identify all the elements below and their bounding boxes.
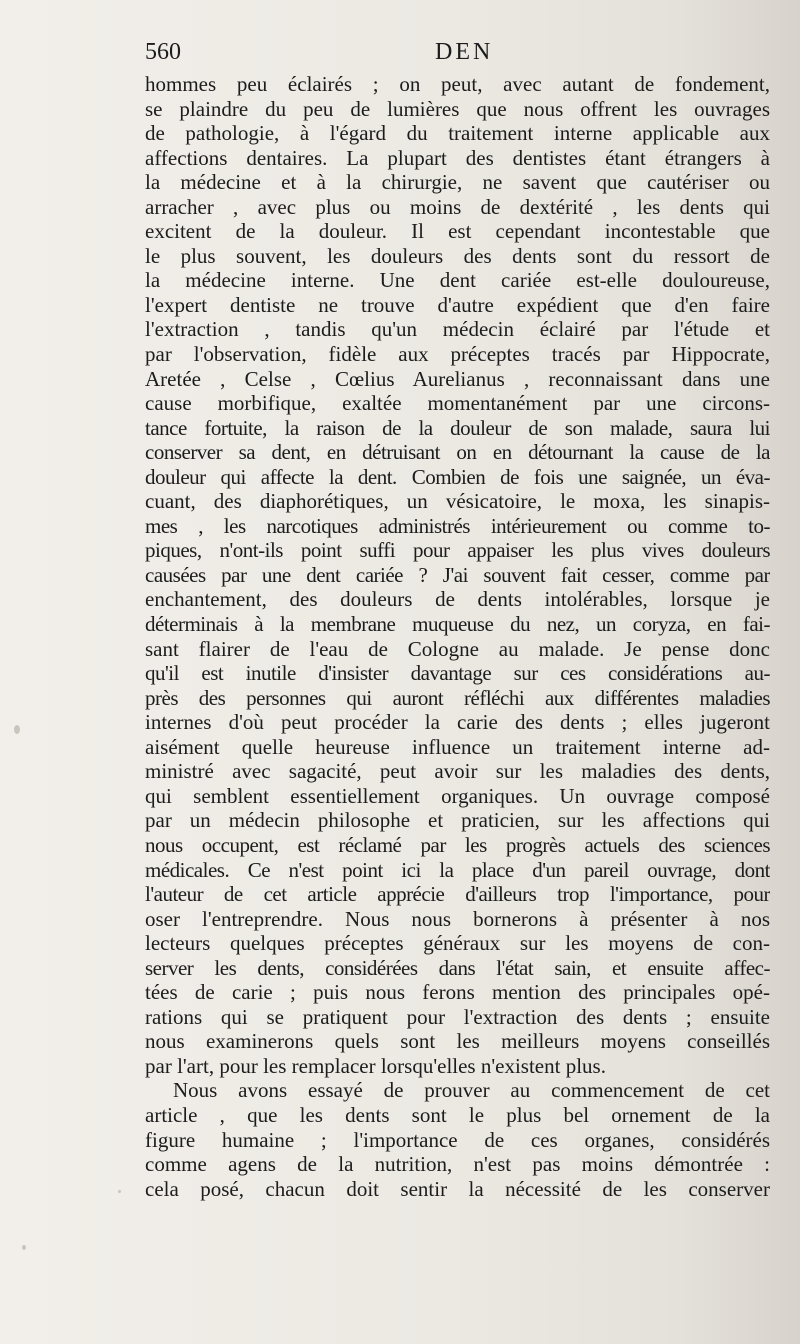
running-head: DEN (435, 39, 494, 65)
text-line: sant flairer de l'eau de Cologne au malade. Je pense donc (145, 636, 770, 661)
text-line: par l'art, pour les remplacer lorsqu'elles n'existent plus. (145, 1053, 606, 1078)
text-line: cause morbifique, exaltée momentanément par une circons- (145, 391, 770, 416)
text-line: cela posé, chacun doit sentir la nécessité de les conserver (145, 1176, 770, 1201)
text-line: qui semblent essentiellement organiques. Un ouvrage composé (145, 783, 770, 808)
text-line: oser l'entreprendre. Nous nous bornerons à présenter à nos (145, 906, 770, 931)
text-line: piques, n'ont-ils point suffi pour appaiser les plus vives douleurs (145, 538, 770, 563)
paper-spot (14, 725, 20, 734)
text-line: déterminais à la membrane muqueuse du nez, un coryza, en fai- (145, 612, 770, 637)
text-line: la médecine et à la chirurgie, ne savent que cautériser ou (145, 170, 770, 195)
text-line: Nous avons essayé de prouver au commencement de cet (173, 1078, 770, 1103)
body-text (145, 72, 770, 1201)
text-line: l'auteur de cet article apprécie d'ailleurs trop l'importance, pour (145, 882, 770, 907)
text-line: enchantement, des douleurs de dents intolérables, lorsque je (145, 587, 770, 612)
page-header (145, 38, 770, 68)
text-line: causées par une dent cariée ? J'ai souvent fait cesser, comme par (145, 562, 770, 587)
text-line: le plus souvent, les douleurs des dents sont du ressort de (145, 243, 770, 268)
text-line: nous examinerons quels sont les meilleurs moyens conseillés (145, 1029, 770, 1054)
text-line: lecteurs quelques préceptes généraux sur les moyens de con- (145, 931, 770, 956)
text-line: se plaindre du peu de lumières que nous offrent les ouvrages (145, 96, 770, 121)
text-line: ministré avec sagacité, peut avoir sur les maladies des dents, (145, 759, 770, 784)
paper-spot (118, 1190, 121, 1193)
text-line: conserver sa dent, en détruisant on en détournant la cause de la (145, 440, 770, 465)
text-line: médicales. Ce n'est point ici la place d'un pareil ouvrage, dont (145, 857, 770, 882)
text-line: par un médecin philosophe et praticien, sur les affections qui (145, 808, 770, 833)
text-line: cuant, des diaphorétiques, un vésicatoire, le moxa, les sinapis- (145, 489, 770, 514)
text-line: comme agens de la nutrition, n'est pas moins démontrée : (145, 1152, 770, 1177)
text-line: près des personnes qui auront réfléchi aux différentes maladies (145, 685, 770, 710)
text-line: nous occupent, est réclamé par les progrès actuels des sciences (145, 832, 770, 857)
text-line: tées de carie ; puis nous ferons mention des principales opé- (145, 980, 770, 1005)
text-line: figure humaine ; l'importance de ces organes, considérés (145, 1127, 770, 1152)
text-line: excitent de la douleur. Il est cependant incontestable que (145, 219, 770, 244)
text-line: rations qui se pratiquent pour l'extraction des dents ; ensuite (145, 1004, 770, 1029)
text-line: douleur qui affecte la dent. Combien de fois une saignée, un éva- (145, 464, 770, 489)
paper-spot (22, 1245, 26, 1250)
text-line: aisément quelle heureuse influence un traitement interne ad- (145, 734, 770, 759)
text-line: mes , les narcotiques administrés intérieurement ou comme to- (145, 513, 770, 538)
text-line: la médecine interne. Une dent cariée est-elle douloureuse, (145, 268, 770, 293)
page-number: 560 (145, 39, 181, 65)
text-line: affections dentaires. La plupart des dentistes étant étrangers à (145, 145, 770, 170)
text-line: par l'observation, fidèle aux préceptes tracés par Hippocrate, (145, 342, 770, 367)
text-line: article , que les dents sont le plus bel ornement de la (145, 1102, 770, 1127)
text-line: qu'il est inutile d'insister davantage sur ces considérations au- (145, 661, 770, 686)
text-line: tance fortuite, la raison de la douleur de son malade, saura lui (145, 415, 770, 440)
text-line: internes d'où peut procéder la carie des dents ; elles jugeront (145, 710, 770, 735)
text-line: server les dents, considérées dans l'état sain, et ensuite affec- (145, 955, 770, 980)
text-line: arracher , avec plus ou moins de dextérité , les dents qui (145, 194, 770, 219)
text-line: l'expert dentiste ne trouve d'autre expédient que d'en faire (145, 292, 770, 317)
text-line: de pathologie, à l'égard du traitement interne applicable aux (145, 121, 770, 146)
text-line: hommes peu éclairés ; on peut, avec autant de fondement, (145, 72, 770, 96)
text-line: l'extraction , tandis qu'un médecin éclairé par l'étude et (145, 317, 770, 342)
text-line: Aretée , Celse , Cœlius Aurelianus , reconnaissant dans une (145, 366, 770, 391)
